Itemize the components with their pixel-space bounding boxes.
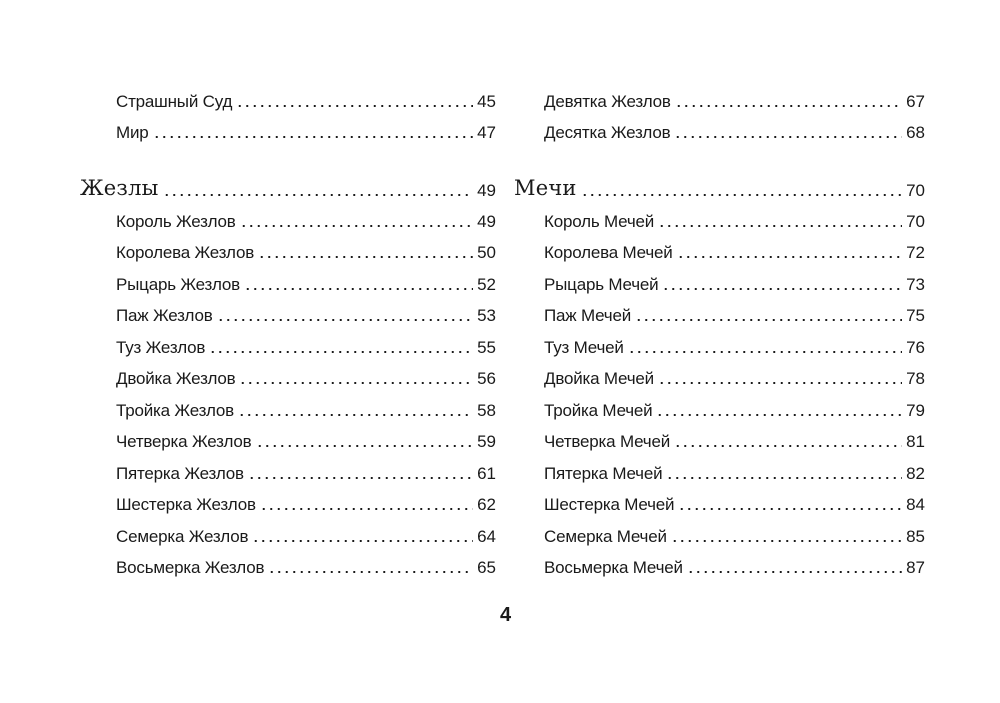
toc-entry-page: 73 (906, 275, 925, 294)
dot-leader (217, 319, 474, 321)
dot-leader (656, 414, 902, 416)
toc-entry[interactable] (80, 515, 496, 545)
dot-leader (163, 194, 474, 196)
dot-leader (239, 382, 473, 384)
dot-leader (675, 105, 902, 107)
toc-entry-title: Пятерка Мечей (544, 464, 663, 483)
toc-entry-title: Страшный Суд (116, 92, 233, 111)
toc-entry[interactable] (80, 111, 496, 141)
toc-entry[interactable] (514, 231, 925, 261)
toc-section-title: Мечи (514, 176, 577, 200)
toc-entry-page: 50 (477, 243, 496, 262)
toc-entry-page: 65 (477, 558, 496, 577)
toc-entry[interactable] (80, 357, 496, 387)
toc-entry[interactable] (514, 452, 925, 482)
toc-entry-title: Туз Жезлов (116, 338, 206, 357)
toc-entry-title: Девятка Жезлов (544, 92, 671, 111)
toc-entry-title: Восьмерка Жезлов (116, 558, 265, 577)
dot-leader (674, 445, 902, 447)
toc-entry[interactable] (514, 263, 925, 293)
toc-entry[interactable] (80, 263, 496, 293)
dot-leader (252, 540, 473, 542)
toc-entry-page: 59 (477, 432, 496, 451)
dot-leader (236, 105, 473, 107)
toc-entry-page: 53 (477, 306, 496, 325)
toc-entry-title: Рыцарь Жезлов (116, 275, 240, 294)
toc-entry-page: 85 (906, 527, 925, 546)
toc-entry[interactable] (80, 389, 496, 419)
dot-leader (153, 136, 474, 138)
dot-leader (209, 351, 473, 353)
toc-entry[interactable] (514, 420, 925, 450)
toc-entry-title: Король Мечей (544, 212, 655, 231)
toc-entry-page: 58 (477, 401, 496, 420)
toc-section-title: Жезлы (80, 176, 159, 200)
toc-section-heading[interactable] (80, 169, 496, 199)
toc-entry-title: Двойка Мечей (544, 369, 654, 388)
toc-entry-title: Четверка Жезлов (116, 432, 252, 451)
toc-entry-page: 52 (477, 275, 496, 294)
toc-entry-page: 49 (477, 212, 496, 231)
toc-entry-page: 70 (906, 212, 925, 231)
toc-entry-title: Пятерка Жезлов (116, 464, 244, 483)
dot-leader (581, 194, 902, 196)
dot-leader (677, 256, 903, 258)
toc-entry-page: 64 (477, 527, 496, 546)
toc-entry[interactable] (80, 420, 496, 450)
dot-leader (256, 445, 474, 447)
dot-leader (658, 225, 902, 227)
dot-leader (248, 477, 473, 479)
toc-entry-page: 45 (477, 92, 496, 111)
toc-entry[interactable] (80, 483, 496, 513)
toc-entry[interactable] (80, 200, 496, 230)
dot-leader (240, 225, 474, 227)
dot-leader (666, 477, 902, 479)
toc-entry-title: Семерка Мечей (544, 527, 667, 546)
toc-entry-page: 82 (906, 464, 925, 483)
toc-entry-title: Шестерка Жезлов (116, 495, 256, 514)
toc-entry-page: 72 (906, 243, 925, 262)
toc-entry[interactable] (514, 200, 925, 230)
toc-entry-title: Паж Жезлов (116, 306, 213, 325)
dot-leader (674, 136, 902, 138)
dot-leader (687, 571, 902, 573)
toc-section-page: 70 (906, 181, 925, 200)
dot-leader (244, 288, 473, 290)
toc-entry-page: 62 (477, 495, 496, 514)
toc-entry-page: 76 (906, 338, 925, 357)
toc-entry[interactable] (80, 294, 496, 324)
dot-leader (671, 540, 902, 542)
toc-entry-title: Тройка Жезлов (116, 401, 234, 420)
dot-leader (238, 414, 473, 416)
dot-leader (635, 319, 902, 321)
toc-entry-page: 55 (477, 338, 496, 357)
dot-leader (268, 571, 473, 573)
dot-leader (260, 508, 473, 510)
dot-leader (628, 351, 902, 353)
dot-leader (662, 288, 902, 290)
toc-entry-page: 78 (906, 369, 925, 388)
toc-entry-title: Двойка Жезлов (116, 369, 236, 388)
toc-entry[interactable] (514, 294, 925, 324)
toc-entry-title: Шестерка Мечей (544, 495, 675, 514)
toc-entry-page: 56 (477, 369, 496, 388)
toc-entry[interactable] (514, 546, 925, 576)
toc-entry-title: Королева Жезлов (116, 243, 255, 262)
toc-entry-title: Туз Мечей (544, 338, 624, 357)
toc-entry-title: Восьмерка Мечей (544, 558, 683, 577)
toc-entry-page: 87 (906, 558, 925, 577)
toc-section-heading[interactable] (514, 169, 925, 199)
toc-entry-title: Семерка Жезлов (116, 527, 249, 546)
toc-entry[interactable] (514, 483, 925, 513)
toc-entry[interactable] (514, 515, 925, 545)
toc-entry-title: Королева Мечей (544, 243, 673, 262)
dot-leader (258, 256, 473, 258)
dot-leader (658, 382, 902, 384)
toc-entry[interactable] (514, 389, 925, 419)
toc-entry[interactable] (80, 80, 496, 110)
toc-entry[interactable] (80, 452, 496, 482)
toc-entry[interactable] (80, 326, 496, 356)
toc-entry-page: 47 (477, 123, 496, 142)
toc-entry-page: 75 (906, 306, 925, 325)
dot-leader (678, 508, 902, 510)
toc-entry-title: Мир (116, 123, 149, 142)
toc-entry-title: Рыцарь Мечей (544, 275, 659, 294)
page-number: 4 (499, 604, 512, 626)
toc-entry[interactable] (514, 326, 925, 356)
toc-entry-title: Четверка Мечей (544, 432, 670, 451)
toc-entry[interactable] (514, 111, 925, 141)
toc-entry[interactable] (80, 546, 496, 576)
toc-entry-title: Паж Мечей (544, 306, 632, 325)
toc-entry-title: Десятка Жезлов (544, 123, 671, 142)
toc-entry-page: 81 (906, 432, 925, 451)
toc-entry-page: 68 (906, 123, 925, 142)
toc-section-page: 49 (477, 181, 496, 200)
toc-entry[interactable] (514, 357, 925, 387)
toc-entry-page: 61 (477, 464, 496, 483)
toc-entry-page: 84 (906, 495, 925, 514)
toc-entry[interactable] (514, 80, 925, 110)
toc-entry-page: 79 (906, 401, 925, 420)
toc-entry-title: Король Жезлов (116, 212, 236, 231)
toc-entry-page: 67 (906, 92, 925, 111)
toc-entry[interactable] (80, 231, 496, 261)
toc-entry-title: Тройка Мечей (544, 401, 653, 420)
